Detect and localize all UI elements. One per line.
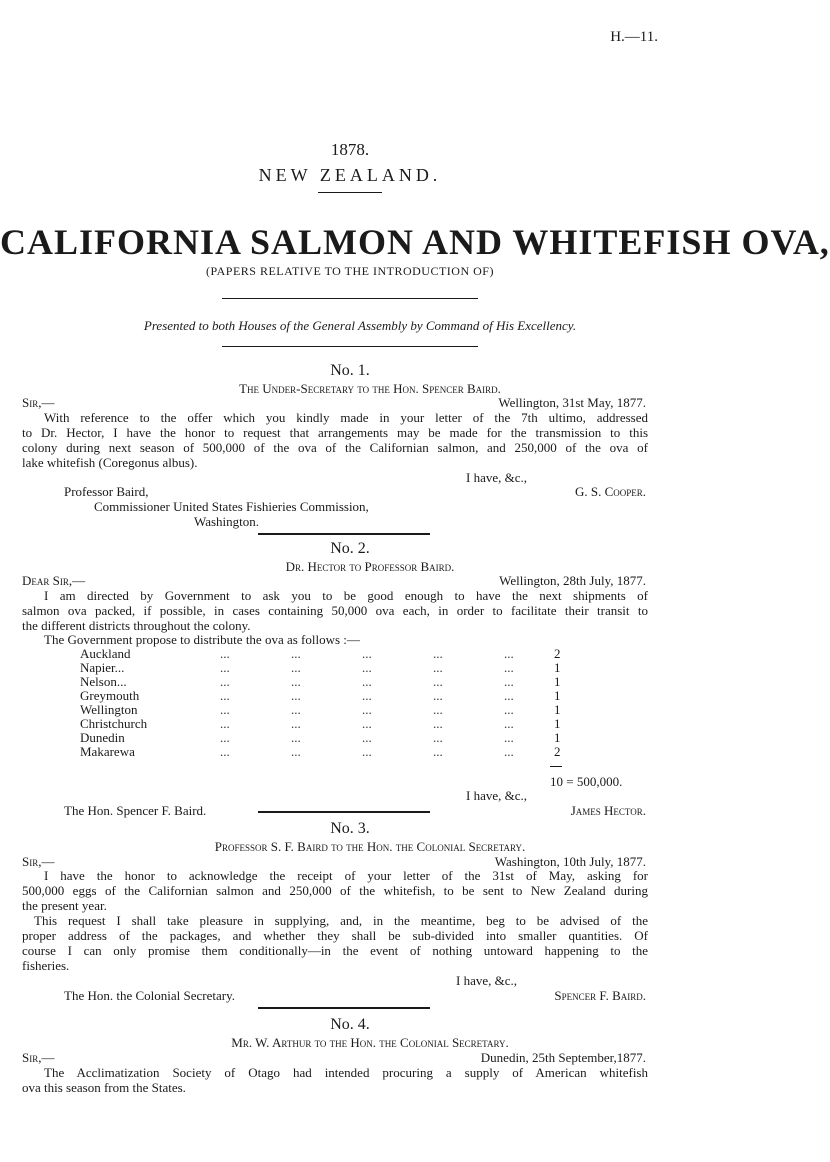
body-line: course I can only promise them conditionally—in the event of nothing untoward happening to the <box>22 943 648 958</box>
table-row <box>80 660 124 675</box>
document-code: H.—11. <box>610 29 658 45</box>
body-line: to Dr. Hector, I have the honor to request that arrangements may be made for the transmission to this <box>22 425 648 440</box>
place-date: Washington, 10th July, 1877. <box>494 854 646 869</box>
place-name: Greymouth <box>80 688 140 703</box>
signature: G. S. Cooper. <box>574 484 646 499</box>
place-date: Dunedin, 25th September,1877. <box>480 1050 646 1065</box>
ova-count: 1 <box>554 730 561 745</box>
table-row <box>80 702 137 717</box>
addressee: The Hon. the Colonial Secretary. <box>64 988 235 1003</box>
body-line: proper address of the packages, and whether they shall be sub-divided into smaller quantities. Of <box>22 928 648 943</box>
place-name: Makarewa <box>80 744 135 759</box>
body-line: colony during next season of 500,000 of the ova of the Californian salmon, and 250,000 of the ova of <box>22 440 648 455</box>
place-name: Christchurch <box>80 716 148 731</box>
leader-dots: ... ... ... ... ... <box>220 660 514 675</box>
letter-number: No. 3. <box>330 820 370 837</box>
leader-dots: ... ... ... ... ... <box>220 674 514 689</box>
body-line: fisheries. <box>22 958 70 973</box>
document-year: 1878. <box>330 140 370 159</box>
table-row <box>80 744 135 759</box>
table-row <box>80 674 127 689</box>
body-line: lake whitefish (Coregonus albus). <box>22 455 198 470</box>
place-name: Wellington <box>80 702 138 717</box>
leader-dots: ... ... ... ... ... <box>220 702 514 717</box>
ova-count: 2 <box>554 646 561 661</box>
signature: Spencer F. Baird. <box>554 988 646 1003</box>
salutation: Sir,— <box>22 395 55 410</box>
body-line: 500,000 eggs of the Californian salmon and 250,000 of the whitefish, to be sent to New Zealand during <box>22 883 648 898</box>
salutation: Dear Sir,— <box>22 573 86 588</box>
letter-divider <box>258 1007 430 1009</box>
leader-dots: ... ... ... ... ... <box>220 744 514 759</box>
letter-divider <box>258 811 430 813</box>
addressee: The Hon. Spencer F. Baird. <box>64 803 207 818</box>
letter-number: No. 2. <box>330 540 370 557</box>
distribution-total: 10 = 500,000. <box>550 774 623 789</box>
place-name: Napier... <box>80 660 125 675</box>
addressee: Professor Baird, <box>64 484 149 499</box>
body-line: the different districts throughout the colony. <box>22 618 251 633</box>
address-line: Commissioner United States Fishieries Commission, <box>94 499 369 514</box>
presented-line: Presented to both Houses of the General Assembly by Command of His Excellency. <box>143 318 577 333</box>
table-row <box>80 646 131 661</box>
letter-number: No. 4. <box>330 1016 370 1033</box>
document-title: CALIFORNIA SALMON AND WHITEFISH OVA, <box>0 222 830 262</box>
table-row <box>80 730 125 745</box>
body-line: ova this season from the States. <box>22 1080 186 1095</box>
letter-heading: Professor S. F. Baird to the Hon. the Colonial Secretary. <box>214 839 526 854</box>
ova-count: 1 <box>554 702 561 717</box>
leader-dots: ... ... ... ... ... <box>220 688 514 703</box>
sum-rule <box>550 766 562 767</box>
document-country: NEW ZEALAND. <box>258 165 442 185</box>
ova-count: 1 <box>554 660 561 675</box>
ova-count: 1 <box>554 688 561 703</box>
place-date: Wellington, 28th July, 1877. <box>499 573 646 588</box>
document-subtitle: (PAPERS RELATIVE TO THE INTRODUCTION OF) <box>206 264 494 278</box>
letter-heading: Dr. Hector to Professor Baird. <box>285 559 455 574</box>
body-line: With reference to the offer which you kindly made in your letter of the 7th ultimo, addressed <box>44 410 648 425</box>
closing: I have, &c., <box>466 788 528 803</box>
closing: I have, &c., <box>466 470 528 485</box>
letter-number: No. 1. <box>330 362 370 379</box>
letter-heading: The Under-Secretary to the Hon. Spencer Baird. <box>239 381 501 396</box>
presented-rule-top <box>222 298 478 299</box>
ova-count: 1 <box>554 674 561 689</box>
body-line: This request I shall take pleasure in supplying, and, in the meantime, beg to be advised of the <box>34 913 648 928</box>
place-name: Auckland <box>80 646 131 661</box>
distribution-intro: The Government propose to distribute the ova as follows :— <box>44 632 360 647</box>
presented-rule-bottom <box>222 346 478 347</box>
ova-count: 2 <box>554 744 561 759</box>
place-name: Dunedin <box>80 730 125 745</box>
leader-dots: ... ... ... ... ... <box>220 646 514 661</box>
letter-heading: Mr. W. Arthur to the Hon. the Colonial Secretary. <box>231 1035 509 1050</box>
address-line: Washington. <box>194 514 260 529</box>
ova-count: 1 <box>554 716 561 731</box>
place-date: Wellington, 31st May, 1877. <box>498 395 646 410</box>
signature: James Hector. <box>570 803 646 818</box>
salutation: Sir,— <box>22 854 55 869</box>
place-name: Nelson... <box>80 674 127 689</box>
body-line: the present year. <box>22 898 107 913</box>
body-line: salmon ova packed, if possible, in cases containing 50,000 ova each, in order to facilitate their transit to <box>22 603 648 618</box>
body-line: The Acclimatization Society of Otago had intended procuring a supply of American whitefish <box>44 1065 648 1080</box>
salutation: Sir,— <box>22 1050 55 1065</box>
leader-dots: ... ... ... ... ... <box>220 716 514 731</box>
leader-dots: ... ... ... ... ... <box>220 730 514 745</box>
closing: I have, &c., <box>456 973 518 988</box>
table-row <box>80 688 139 703</box>
table-row <box>80 716 147 731</box>
body-line: I am directed by Government to ask you to be good enough to have the next shipments of <box>44 588 648 603</box>
letter-divider <box>258 533 430 535</box>
body-line: I have the honor to acknowledge the receipt of your letter of the 31st of May, asking for <box>44 868 648 883</box>
title-divider <box>318 192 382 193</box>
